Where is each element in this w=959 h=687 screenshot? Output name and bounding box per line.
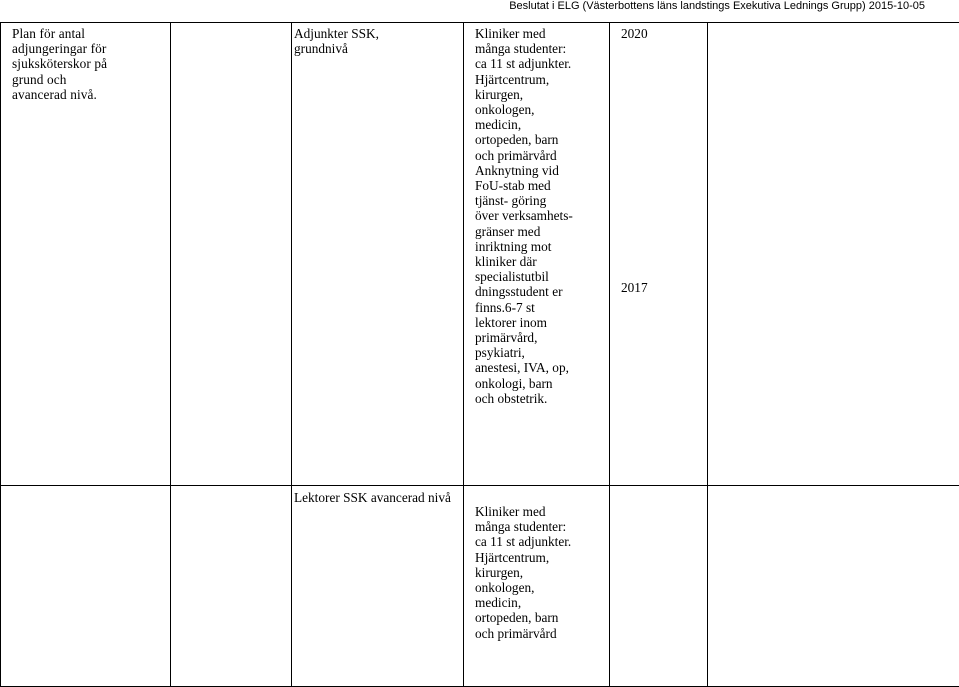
table-row [1, 23, 959, 486]
spec-description: Kliniker med många studenter: ca 11 st adjunkter. Hjärtcentrum, kirurgen, onkologen, medicin, ortopeden, barn och primärvård [464, 486, 573, 641]
spec-description: Kliniker med många studenter: ca 11 st adjunkter. Hjärtcentrum, kirurgen, onkologen, medicin, ortopeden, barn och primärvård Anknytning vid FoU-stab med tjänst- göring över verksamhets- gränser med inriktning mot kliniker där specialistutbil dningsstudent er finns.6-7 st lektorer inom primärvård, psykiatri, anestesi, IVA, op, onkologi, barn och obstetrik. [464, 23, 573, 406]
empty-cell [171, 23, 292, 486]
spec-cell [464, 486, 610, 687]
plan-description: Plan för antal adjungeringar för sjuksköterskor på grund och avancerad nivå. [1, 23, 122, 102]
level-label: Lektorer SSK avancerad nivå [292, 486, 463, 505]
level-cell [292, 486, 464, 687]
spec-cell [464, 23, 610, 486]
table-row [1, 486, 959, 687]
level-label: Adjunkter SSK, grundnivå [292, 23, 394, 56]
empty-cell [171, 486, 292, 687]
document-header: Beslutat i ELG (Västerbottens läns landstings Exekutiva Lednings Grupp) 2015-10-05 [509, 0, 925, 12]
empty-cell [708, 486, 959, 687]
year-cell [610, 23, 708, 486]
empty-cell [1, 486, 171, 687]
year-cell [610, 486, 708, 687]
year-secondary: 2017 [610, 277, 707, 295]
empty-cell [708, 23, 959, 486]
plan-table [0, 22, 959, 687]
plan-cell [1, 23, 171, 486]
level-cell [292, 23, 464, 486]
year-start: 2020 [610, 23, 707, 41]
